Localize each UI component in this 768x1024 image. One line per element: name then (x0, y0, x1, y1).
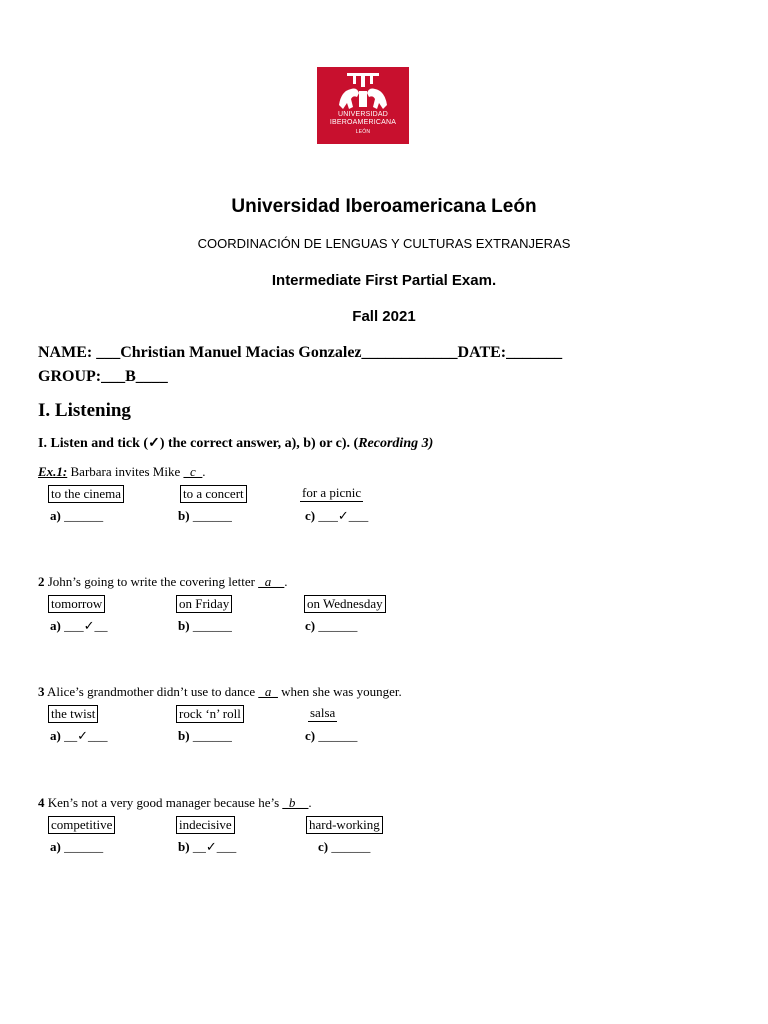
choice-b: b) ______ (178, 508, 232, 523)
question-3: 3 Alice’s grandmother didn’t use to dance _a_ when she was younger. (38, 684, 402, 699)
choice-a: a) ___✓__ (50, 618, 108, 633)
choice-c: c) ______ (305, 728, 358, 743)
choice-a: a) ______ (50, 508, 104, 523)
option-box: the twist (48, 705, 98, 723)
term-title: Fall 2021 (352, 308, 416, 325)
exam-title: Intermediate First Partial Exam. (271, 272, 497, 289)
choice-b: b) ______ (178, 728, 232, 743)
option-box: for a picnic (302, 485, 362, 500)
option-box: hard-working (306, 816, 383, 834)
logo-line-3: LEÓN (355, 129, 371, 135)
choice-a: a) __✓___ (50, 728, 108, 743)
option-box: on Wednesday (304, 595, 386, 613)
option-box: indecisive (176, 816, 235, 834)
option-box: on Friday (176, 595, 232, 613)
option-box: to the cinema (48, 485, 124, 503)
option-box: tomorrow (48, 595, 105, 613)
logo-line-2: IBEROAMERICANA (329, 119, 397, 126)
checkmark-icon: ✓ (148, 436, 160, 451)
question-2: 2 John’s going to write the covering letter _a__. (38, 574, 288, 589)
choice-c: c) ___✓___ (305, 508, 369, 523)
department-title: COORDINACIÓN DE LENGUAS Y CULTURAS EXTRANJERAS (197, 236, 571, 251)
choice-c: c) ______ (305, 618, 358, 633)
question-example: Ex.1: Barbara invites Mike _c_. (38, 464, 206, 479)
option-box: to a concert (180, 485, 247, 503)
name-date-line: NAME: ___Christian Manuel Macias Gonzalez____________DATE:_______ (38, 344, 563, 361)
group-line: GROUP:___B____ (38, 368, 168, 385)
option-box: salsa (310, 705, 336, 720)
option-box: rock ‘n’ roll (176, 705, 244, 723)
university-logo (317, 67, 409, 144)
option-box: competitive (48, 816, 115, 834)
question-4: 4 Ken’s not a very good manager because he’s _b__. (38, 795, 312, 810)
choice-a: a) ______ (50, 839, 104, 854)
choice-c: c) ______ (318, 839, 371, 854)
logo-line-1: UNIVERSIDAD (337, 111, 389, 118)
university-title: Universidad Iberoamericana León (231, 196, 537, 217)
instructions: I. Listen and tick (✓) the correct answer, a), b) or c). (Recording 3) (38, 436, 434, 451)
section-title: I. Listening (38, 400, 131, 421)
choice-b: b) __✓___ (178, 839, 237, 854)
choice-b: b) ______ (178, 618, 232, 633)
